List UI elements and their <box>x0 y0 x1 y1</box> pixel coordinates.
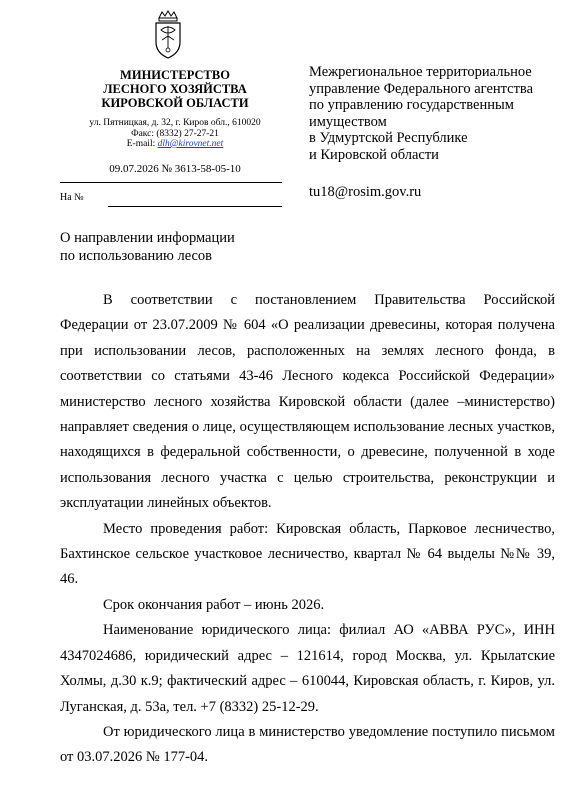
addressee-email[interactable]: tu18@rosim.gov.ru <box>309 184 422 200</box>
registration-number: 09.07.2026 № 3613-58-05-10 <box>109 163 241 175</box>
ministry-line: МИНИСТЕРСТВО <box>120 68 230 82</box>
subject-line: по использованию лесов <box>60 248 213 264</box>
letter-subject <box>60 229 320 265</box>
addressee-line: по управлению государственным <box>309 97 514 114</box>
body-paragraph: От юридического лица в министерство уведомление поступило письмом от 03.07.2026 № 177-04. <box>60 723 555 766</box>
reference-label: На № <box>60 192 84 203</box>
subject-line: О направлении информации <box>60 230 235 246</box>
body-paragraph: Наименование юридического лица: филиал АО «АВВА РУС», ИНН 4347024686, юридический адрес – 121614, город Москва, ул. Крылатские Холмы, д.30 к.9; фактический адрес – 610044, Кировская область, г. Киров, ул. Луганская, д. 53а, тел. +7 (8332) 25-12-29. <box>60 622 555 715</box>
ministry-line: ЛЕСНОГО ХОЗЯЙСТВА <box>103 82 247 96</box>
addressee-line: и Кировской области <box>309 146 439 163</box>
body-paragraph: Срок окончания работ – июнь 2026. <box>103 596 325 613</box>
addressee-line: Межрегиональное территориальное <box>309 64 532 80</box>
reference-blank-line <box>108 206 282 207</box>
contact-block <box>60 118 290 150</box>
addressee-line: имуществом <box>309 113 387 130</box>
body-paragraph: Место проведения работ: Кировская область, Парковое лесничество, Бахтинское сельское участковое лесничество, квартал № 64 выделы №№ 39, 46. <box>60 520 555 588</box>
ministry-name <box>60 68 290 110</box>
body-paragraph: В соответствии с постановлением Правительства Российской Федерации от 23.07.2009 № 604 «О реализации древесины, которая получена при использовании лесов, расположенных на землях лесного фонда, в соответствии со статьями 43-46 Лесного кодекса Российской Федерации» министерство лесного хозяйства Кировской области (далее –министерство) направляет сведения о лице, осуществляющем использование лесных участков, находящихся в федеральной собственности, о древесине, полученной в ходе использования лесного участка с целью строительства, реконструкции и эксплуатации линейных объектов. <box>60 292 555 512</box>
divider <box>60 182 282 183</box>
ministry-fax: Факс: (8332) 27-27-21 <box>131 128 219 139</box>
addressee-line: в Удмуртской Республике <box>309 130 468 147</box>
ministry-line: КИРОВСКОЙ ОБЛАСТИ <box>101 96 249 110</box>
addressee-block <box>309 64 559 164</box>
ministry-email-line <box>60 139 290 150</box>
coat-of-arms-icon <box>151 10 185 60</box>
email-label: E-mail: <box>126 139 156 149</box>
addressee-line: управление Федерального агентства <box>309 80 534 97</box>
letter-body <box>60 288 555 771</box>
ministry-address: ул. Пятницкая, д. 32, г. Киров обл., 610020 <box>89 118 261 128</box>
ministry-email-link[interactable]: dlh@kirovnet.net <box>157 139 224 149</box>
